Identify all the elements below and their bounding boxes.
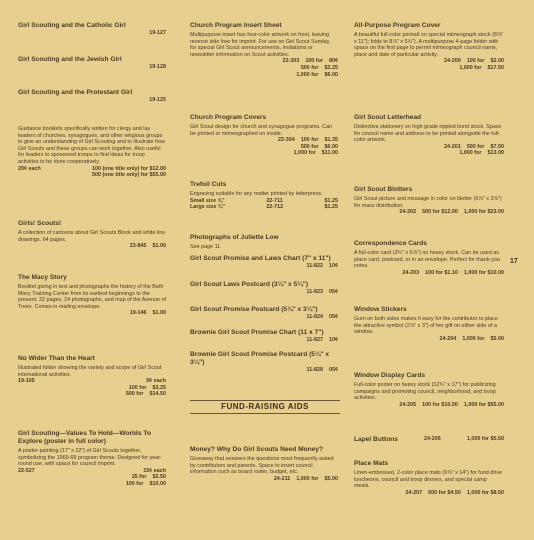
insert-row1 bbox=[190, 58, 338, 65]
trefoil-entry bbox=[190, 181, 338, 211]
letterhead-row2 bbox=[354, 150, 504, 157]
insert-code: 22-303 bbox=[282, 58, 300, 65]
display-r1: 100 for $10.00 bbox=[422, 401, 458, 408]
jewish-code: 19-128 bbox=[149, 64, 166, 70]
protestant-code: 19-125 bbox=[149, 97, 166, 103]
guidance-price-row bbox=[18, 166, 166, 173]
trefoil-large: Large size ¾" bbox=[190, 204, 225, 211]
money-title: Money? Why Do Girl Scouts Need Money? bbox=[190, 446, 323, 453]
girls-scouts-title: Girls! Scouts! bbox=[18, 220, 62, 227]
guidance-100: 100 (one title only) for $12.00 bbox=[92, 165, 166, 172]
wider-row1 bbox=[18, 378, 166, 385]
insert-body: Multipurpose insert has four-color artwork on front, leaving reverse side free for imprint. For use on Girl Scout Sunday, for special Girl Scout announcements, invitations or newsletter information on Scout activities. bbox=[190, 32, 331, 58]
insert-r1b: 80¢ bbox=[329, 58, 338, 65]
display-entry bbox=[354, 372, 504, 408]
blotters-r2: 1,000 for $23.00 bbox=[463, 209, 504, 216]
poster-p2b: $2.50 bbox=[152, 474, 166, 481]
correspondence-title: Correspondence Cards bbox=[354, 240, 427, 247]
trefoil-small-code: 22-711 bbox=[266, 197, 283, 204]
poster-title: Girl Scouting—Values To Hold—Worlds To Explore (poster in full color) bbox=[18, 430, 151, 445]
mats-r2: 1,000 for $8.50 bbox=[466, 489, 504, 496]
display-code: 24-205 bbox=[399, 401, 417, 408]
covers-r2a: 500 for bbox=[300, 143, 319, 150]
covers-code: 22-304 bbox=[278, 137, 295, 144]
letterhead-r2b: $13.00 bbox=[487, 150, 504, 157]
macy-entry bbox=[18, 274, 166, 317]
lapel-code: 24-206 bbox=[424, 436, 441, 442]
insert-r3a: 1,000 for bbox=[296, 71, 319, 78]
blotters-code: 24-202 bbox=[399, 209, 417, 216]
stickers-entry bbox=[354, 306, 504, 342]
stickers-r1b: $5.00 bbox=[490, 335, 504, 342]
lapel-title: Lapel Buttons bbox=[354, 436, 398, 443]
wider-r1b: $3.25 bbox=[152, 384, 166, 391]
guidance-body: Guidance booklets specifically written for clergy and lay leaders of churches, synagogues, and other religious groups to give an understanding of Girl Scouting and to illustrate how Girl Scouts and these groups can work together. Also useful for leaders to sponsored troops to find ideas for troop activities to be done cooperatively. bbox=[18, 126, 165, 165]
covers-title: Church Program Covers bbox=[190, 114, 267, 121]
insert-row3 bbox=[190, 72, 338, 79]
promise-chart-row bbox=[190, 263, 338, 270]
promise-chart-entry bbox=[190, 255, 338, 270]
insert-row2 bbox=[190, 65, 338, 72]
trefoil-large-code: 22-712 bbox=[266, 204, 284, 211]
letterhead-entry bbox=[354, 114, 504, 157]
money-code: 24-211 bbox=[273, 475, 291, 482]
covers-r1b: $1.35 bbox=[324, 137, 338, 144]
trefoil-title: Trefoil Cuts bbox=[190, 181, 227, 188]
correspondence-body: A full-color card (3¼" x 5⅞") on heavy stock. Can be used as place card, postcard, or in an envelope. Perfect for thank-you notes. bbox=[354, 250, 500, 270]
covers-r1a: 100 for bbox=[300, 137, 319, 144]
correspondence-r1: 100 for $1.10 bbox=[425, 269, 458, 276]
program-cover-r1b: $2.00 bbox=[490, 58, 504, 65]
macy-title: The Macy Story bbox=[18, 274, 67, 281]
letterhead-r2a: 1,000 for bbox=[459, 150, 482, 157]
program-cover-r1a: 100 for bbox=[466, 58, 485, 65]
laws-postcard-row bbox=[190, 289, 338, 296]
correspondence-row bbox=[354, 270, 504, 277]
covers-row2 bbox=[190, 144, 338, 151]
brownie-chart-title: Brownie Girl Scout Promise Chart (11 x 7") bbox=[190, 329, 324, 336]
promise-chart-price: 10¢ bbox=[329, 263, 338, 269]
mats-code: 24-207 bbox=[405, 489, 423, 496]
insert-r2b: $3.25 bbox=[324, 64, 338, 71]
program-cover-entry bbox=[354, 22, 504, 72]
brownie-chart-price: 10¢ bbox=[329, 337, 338, 343]
covers-row3 bbox=[190, 150, 338, 157]
correspondence-code: 24-203 bbox=[402, 269, 420, 276]
wider-entry bbox=[18, 355, 166, 398]
trefoil-large-row bbox=[190, 204, 338, 211]
letterhead-r1a: 500 for bbox=[466, 143, 485, 150]
poster-row2 bbox=[18, 474, 166, 481]
insert-r3b: $6.00 bbox=[324, 71, 338, 78]
macy-body: Booklet giving in text and photographs the history of the Beth Macy Training Center from its earliest beginnings to the present. 32 pages, 24 photographs, and map of the Avenue of Trees. Comes in mailing envelope. bbox=[18, 284, 166, 310]
stickers-title: Window Stickers bbox=[354, 306, 407, 313]
wider-body: Illustrated folder showing the variety and scope of Girl Scout international activities. bbox=[18, 365, 162, 378]
promise-postcard-title: Girl Scout Promise Postcard (5¼" x 3¼") bbox=[190, 306, 318, 313]
protestant-title: Girl Scouting and the Protestant Girl bbox=[18, 89, 133, 96]
promise-postcard-row bbox=[190, 314, 338, 321]
trefoil-small-price: $1.25 bbox=[324, 197, 338, 204]
letterhead-code: 24-201 bbox=[444, 143, 461, 150]
wider-r1a: 100 for bbox=[128, 384, 147, 391]
stickers-row bbox=[354, 336, 504, 343]
promise-chart-title: Girl Scout Promise and Laws Chart (7" x 11") bbox=[190, 255, 331, 262]
macy-amount: $1.00 bbox=[152, 310, 166, 317]
brownie-chart-row bbox=[190, 337, 338, 344]
promise-chart-code: 11-822 bbox=[306, 263, 323, 269]
money-amount: $5.00 bbox=[324, 475, 338, 482]
display-row bbox=[354, 402, 504, 409]
wider-title: No Wider Than the Heart bbox=[18, 355, 95, 362]
covers-r2b: $6.00 bbox=[324, 143, 338, 150]
guidance-each: 20¢ each bbox=[18, 165, 41, 172]
wider-r2b: $14.50 bbox=[149, 391, 166, 398]
program-cover-row1 bbox=[354, 58, 504, 65]
page-number: 17 bbox=[510, 258, 518, 265]
blotters-r1: 500 for $12.00 bbox=[422, 209, 458, 216]
lowe-entry bbox=[190, 234, 338, 251]
lowe-body: See page 11. bbox=[190, 244, 222, 250]
trefoil-small: Small size ⅝" bbox=[190, 197, 225, 204]
brownie-postcard-price: 05¢ bbox=[329, 367, 338, 373]
protestant-entry bbox=[18, 89, 166, 104]
wider-each: 5¢ each bbox=[146, 378, 166, 385]
lapel-entry bbox=[354, 436, 504, 444]
mats-entry bbox=[354, 460, 504, 496]
display-body: Full-color poster on heavy stock (12¾" x 17") for publicizing campaigns and promoting council, neighborhood, and troop activities. bbox=[354, 382, 497, 402]
trefoil-large-price: $1.25 bbox=[324, 204, 338, 211]
guidance-entry bbox=[18, 124, 166, 179]
catholic-code: 19-127 bbox=[149, 30, 166, 36]
brownie-postcard-entry bbox=[190, 351, 338, 374]
brownie-postcard-code: 11-828 bbox=[306, 367, 323, 373]
program-cover-row2 bbox=[354, 65, 504, 72]
money-entry bbox=[190, 446, 338, 482]
guidance-price-row2 bbox=[18, 172, 166, 179]
program-cover-body: A beautiful full-color portrait on special mimeograph stock (8⅞" x 11"); folds to 8⅞" x 5½"). A multipurpose 4-page folder with space on the first page to permit mimeograph council name, place and date of particular activity. bbox=[354, 32, 504, 58]
display-r2: 1,000 for $55.00 bbox=[463, 401, 504, 408]
insert-r1a: 100 for bbox=[305, 58, 323, 65]
mats-body: Linen-embossed, 2-color place mats (9⅞" x 14") for fund drive luncheons, council and troop dinners, and special camp meals. bbox=[354, 470, 502, 490]
covers-row1 bbox=[190, 137, 338, 144]
correspondence-r2: 1,000 for $10.00 bbox=[463, 269, 504, 276]
stickers-r1a: 1,000 for bbox=[462, 335, 485, 342]
promise-postcard-entry bbox=[190, 306, 338, 321]
poster-p2a: 25 for bbox=[131, 474, 147, 481]
catholic-title: Girl Scouting and the Catholic Girl bbox=[18, 22, 126, 29]
guidance-500: 500 (one title only) for $55.00 bbox=[92, 172, 166, 179]
mats-title: Place Mats bbox=[354, 460, 389, 467]
girls-scouts-amount: $1.00 bbox=[152, 243, 166, 250]
poster-body: A poster-painting (17" x 22") of Girl Scouts together, symbolizing the 1969-69 program theme. Designed for year-round use, with space for council imprint. bbox=[18, 448, 162, 468]
brownie-postcard-title: Brownie Girl Scout Promise Postcard (5¼" x 3¼") bbox=[190, 351, 330, 366]
money-row bbox=[190, 476, 338, 483]
poster-p3b: $10.00 bbox=[149, 480, 166, 487]
jewish-entry bbox=[18, 56, 166, 71]
promise-postcard-code: 11-824 bbox=[306, 314, 323, 320]
macy-code: 19-146 bbox=[129, 310, 147, 317]
letterhead-title: Girl Scout Letterhead bbox=[354, 114, 422, 121]
letterhead-row1 bbox=[354, 144, 504, 151]
wider-code: 19-105 bbox=[18, 378, 35, 385]
wider-r2a: 500 for bbox=[125, 391, 144, 398]
laws-postcard-price: 05¢ bbox=[329, 289, 338, 295]
laws-postcard-entry bbox=[190, 281, 338, 296]
poster-each: 15¢ each bbox=[143, 467, 166, 474]
promise-postcard-price: 05¢ bbox=[329, 314, 338, 320]
program-cover-code: 24-200 bbox=[444, 58, 461, 65]
correspondence-entry bbox=[354, 240, 504, 276]
girls-scouts-code: 23-845 bbox=[129, 243, 147, 250]
blotters-entry bbox=[354, 186, 504, 216]
lapel-row bbox=[354, 436, 504, 444]
trefoil-body: Engraving suitable for any matter printed by letterpress. bbox=[190, 191, 323, 197]
laws-postcard-code: 11-823 bbox=[306, 289, 323, 295]
jewish-title: Girl Scouting and the Jewish Girl bbox=[18, 56, 122, 63]
stickers-body: Gum on both sides makes it easy for the contributor to place the attractive symbol (2⅞" x 3") of her gift on either side of a window. bbox=[354, 316, 498, 336]
blotters-row bbox=[354, 209, 504, 216]
brownie-chart-code: 11-827 bbox=[306, 337, 323, 343]
covers-r3a: 1,000 for bbox=[293, 150, 316, 157]
poster-row1 bbox=[18, 468, 166, 475]
brownie-postcard-row bbox=[190, 367, 338, 374]
lowe-title: Photographs of Juliette Low bbox=[190, 234, 279, 241]
poster-entry bbox=[18, 430, 166, 488]
wider-row2 bbox=[18, 385, 166, 392]
poster-p3a: 100 for bbox=[125, 480, 144, 487]
insert-title: Church Program Insert Sheet bbox=[190, 22, 282, 29]
fund-raising-heading: FUND-RAISING AIDS bbox=[221, 402, 309, 411]
insert-r2a: 500 for bbox=[300, 64, 319, 71]
girls-scouts-price bbox=[18, 243, 166, 250]
poster-row3 bbox=[18, 481, 166, 488]
program-cover-r2a: 1,000 for bbox=[459, 64, 482, 71]
macy-price bbox=[18, 310, 166, 317]
display-title: Window Display Cards bbox=[354, 372, 426, 379]
covers-r3b: $11.00 bbox=[321, 150, 338, 157]
wider-row3 bbox=[18, 391, 166, 398]
program-cover-title: All-Purpose Program Cover bbox=[354, 22, 441, 29]
fund-bottom-rule bbox=[190, 413, 340, 414]
program-cover-r2b: $17.50 bbox=[487, 64, 504, 71]
blotters-body: Girl Scout picture and message in color on blotter (6⅞" x 3⅞") for mass distribution. bbox=[354, 196, 502, 209]
brownie-chart-entry bbox=[190, 329, 338, 344]
poster-code: 22-527 bbox=[18, 467, 35, 474]
insert-entry bbox=[190, 22, 338, 78]
letterhead-r1b: $7.00 bbox=[490, 143, 504, 150]
money-body: Giveaway that answers the questions most frequently asked by contributors and parents. Space to insert council information such as board roster, budget, etc. bbox=[190, 456, 334, 476]
letterhead-body: Distinctive stationery on high grade rippled bond stock. Space for council name and address to be printed alongside the full-color artwork. bbox=[354, 124, 502, 144]
lapel-price: 1,000 for $5.50 bbox=[466, 436, 504, 442]
girls-scouts-entry bbox=[18, 220, 166, 250]
covers-entry bbox=[190, 114, 338, 157]
catholic-entry bbox=[18, 22, 166, 37]
girls-scouts-body: A collection of cartoons about Girl Scouts Block and white line drawings. 64 pages. bbox=[18, 230, 166, 243]
blotters-title: Girl Scout Blotters bbox=[354, 186, 413, 193]
fund-raising-banner bbox=[190, 400, 340, 414]
covers-body: Girl Scout design for church and synagogue programs. Can be printed or mimeographed on inside. bbox=[190, 124, 333, 137]
mats-row bbox=[354, 490, 504, 497]
stickers-code: 24-204 bbox=[439, 335, 457, 342]
mats-r1: 500 for $4.50 bbox=[428, 489, 461, 496]
money-price: 1,000 for bbox=[296, 475, 319, 482]
laws-postcard-title: Girl Scout Laws Postcard (3¼" x 5¼") bbox=[190, 281, 309, 288]
